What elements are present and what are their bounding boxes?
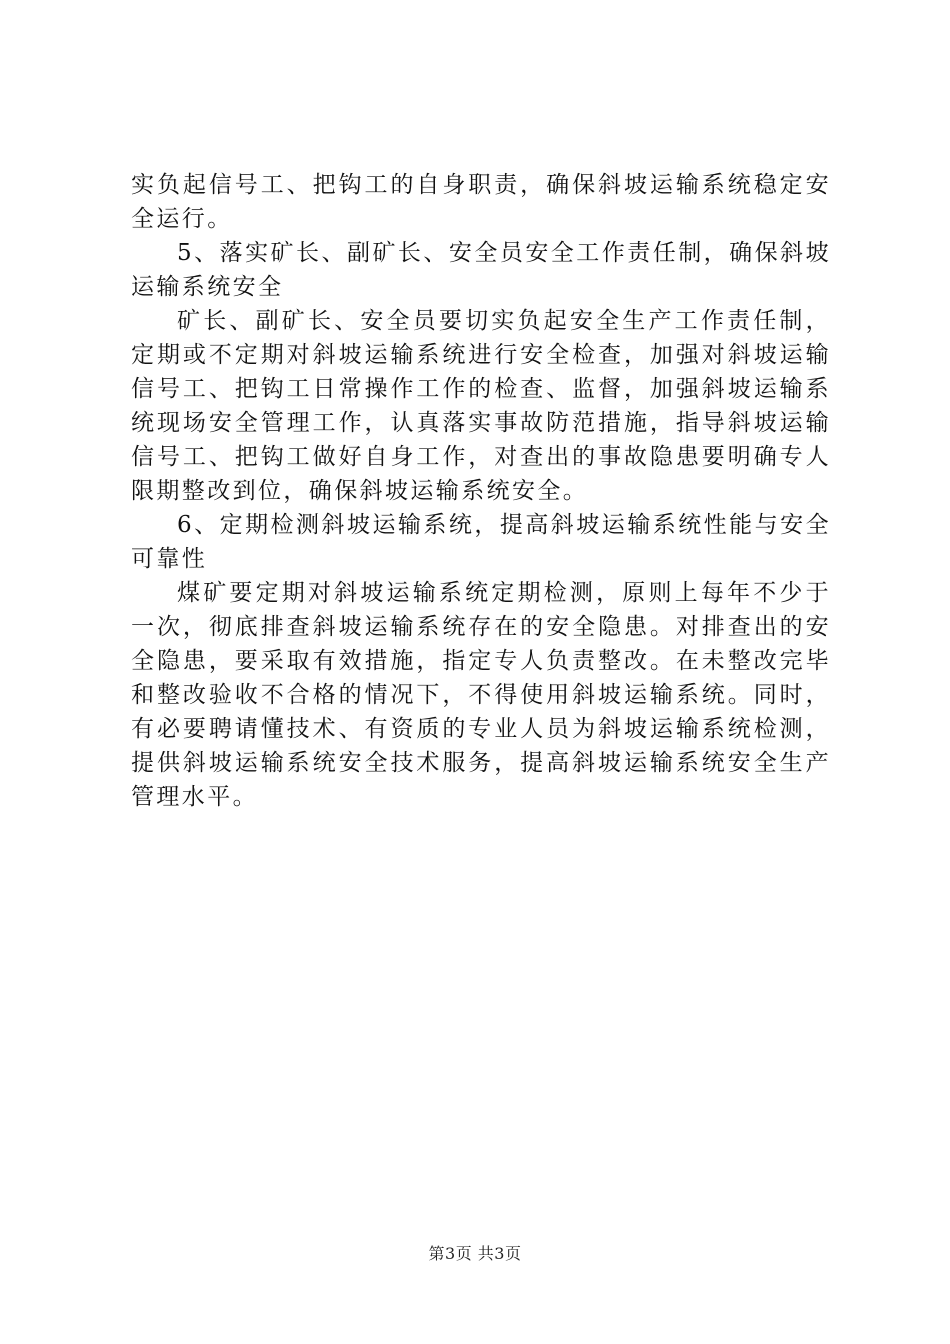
- heading-item-6: 6、定期检测斜坡运输系统，提高斜坡运输系统性能与安全可靠性: [131, 512, 831, 572]
- document-body: [131, 168, 831, 814]
- paragraph-continuation: 实负起信号工、把钩工的自身职责，确保斜坡运输系统稳定安全运行。: [131, 172, 831, 232]
- heading-item-5: 5、落实矿长、副矿长、安全员安全工作责任制，确保斜坡运输系统安全: [131, 240, 831, 300]
- paragraph-item-6-body: 煤矿要定期对斜坡运输系统定期检测，原则上每年不少于一次，彻底排查斜坡运输系统存在的安全隐患。对排查出的安全隐患，要采取有效措施，指定专人负责整改。在未整改完毕和整改验收不合格的情况下，不得使用斜坡运输系统。同时，有必要聘请懂技术、有资质的专业人员为斜坡运输系统检测，提供斜坡运输系统安全技术服务，提高斜坡运输系统安全生产管理水平。: [131, 580, 831, 810]
- paragraph-item-5-body: 矿长、副矿长、安全员要切实负起安全生产工作责任制，定期或不定期对斜坡运输系统进行安全检查，加强对斜坡运输信号工、把钩工日常操作工作的检查、监督，加强斜坡运输系统现场安全管理工作，认真落实事故防范措施，指导斜坡运输信号工、把钩工做好自身工作，对查出的事故隐患要明确专人限期整改到位，确保斜坡运输系统安全。: [131, 308, 831, 504]
- page-number-footer: 第3页 共3页: [428, 1244, 522, 1263]
